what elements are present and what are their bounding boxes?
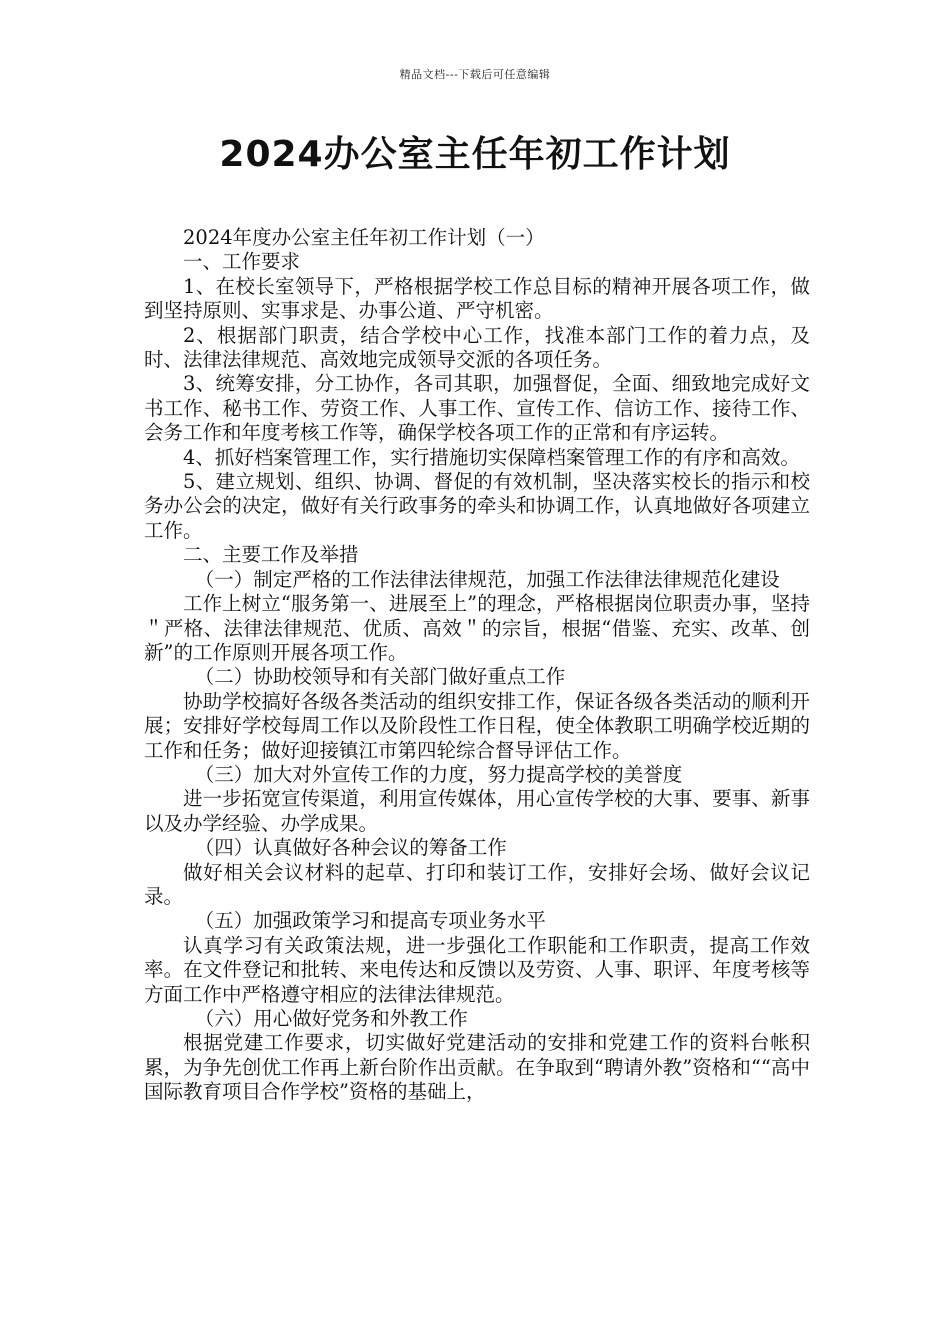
document-title: 2024办公室主任年初工作计划 xyxy=(219,134,731,175)
subheading-5: （五）加强政策学习和提高专项业务水平 xyxy=(194,909,546,933)
page-header-note: 精品文档---下载后可任意编辑 xyxy=(399,68,551,81)
section-heading-main-work: 二、主要工作及举措 xyxy=(183,543,359,567)
section-heading-plan-one: 2024年度办公室主任年初工作计划（一） xyxy=(183,226,545,249)
paragraph-requirement-3: 3、统筹安排，分工协作，各司其职，加强督促，全面、细致地完成好文书工作、秘书工作、劳资工作、人事工作、宣传工作、信访工作、接待工作、会务工作和年度考核工作等，确保学校各项工作的正常和有序运转。 xyxy=(144,372,810,445)
paragraph-body-3: 进一步拓宽宣传渠道，利用宣传媒体，用心宣传学校的大事、要事、新事以及办学经验、办学成果。 xyxy=(144,787,810,835)
paragraph-requirement-2: 2、根据部门职责，结合学校中心工作，找准本部门工作的着力点，及时、法律法律规范、高效地完成领导交派的各项任务。 xyxy=(144,323,810,372)
subheading-6: （六）用心做好党务和外教工作 xyxy=(194,1007,468,1030)
paragraph-body-4: 做好相关会议材料的起草、打印和装订工作，安排好会场、做好会议记录。 xyxy=(144,860,810,908)
paragraph-body-2: 协助学校搞好各级各类活动的组织安排工作，保证各级各类活动的顺利开展；安排好学校每周工作以及阶段性工作日程，使全体教职工明确学校近期的工作和任务；做好迎接镇江市第四轮综合督导评估工作。 xyxy=(144,689,810,762)
paragraph-requirement-5: 5、建立规划、组织、协调、督促的有效机制，坚决落实校长的指示和校务办公会的决定，做好有关行政事务的牵头和协调工作，认真地做好各项建立工作。 xyxy=(144,470,810,542)
subheading-3: （三）加大对外宣传工作的力度，努力提高学校的美誉度 xyxy=(194,762,683,786)
subheading-2: （二）协助校领导和有关部门做好重点工作 xyxy=(194,665,566,689)
paragraph-body-6: 根据党建工作要求，切实做好党建活动的安排和党建工作的资料台帐积累，为争先创优工作再上新台阶作出贡献。在争取到“聘请外教”资格和““高中国际教育项目合作学校”资格的基础上， xyxy=(144,1031,810,1104)
paragraph-body-5: 认真学习有关政策法规，进一步强化工作职能和工作职责，提高工作效率。在文件登记和批转、来电传达和反馈以及劳资、人事、职评、年度考核等方面工作中严格遵守相应的法律法律规范。 xyxy=(144,933,810,1006)
paragraph-requirement-4: 4、抓好档案管理工作，实行措施切实保障档案管理工作的有序和高效。 xyxy=(183,445,800,469)
subheading-1: （一）制定严格的工作法律法律规范，加强工作法律法律规范化建设 xyxy=(194,567,780,591)
section-heading-requirements: 一、工作要求 xyxy=(183,250,301,274)
paragraph-body-1: 工作上树立“服务第一、进展至上”的理念，严格根据岗位职责办事，坚持＂严格、法律法律规范、优质、高效＂的宗旨，根据“借鉴、充实、改革、创新”的工作原则开展各项工作。 xyxy=(144,592,810,664)
subheading-4: （四）认真做好各种会议的筹备工作 xyxy=(194,836,507,860)
paragraph-requirement-1: 1、在校长室领导下，严格根据学校工作总目标的精神开展各项工作，做到坚持原则、实事求是、办事公道、严守机密。 xyxy=(144,274,810,323)
document-body xyxy=(144,226,810,1105)
